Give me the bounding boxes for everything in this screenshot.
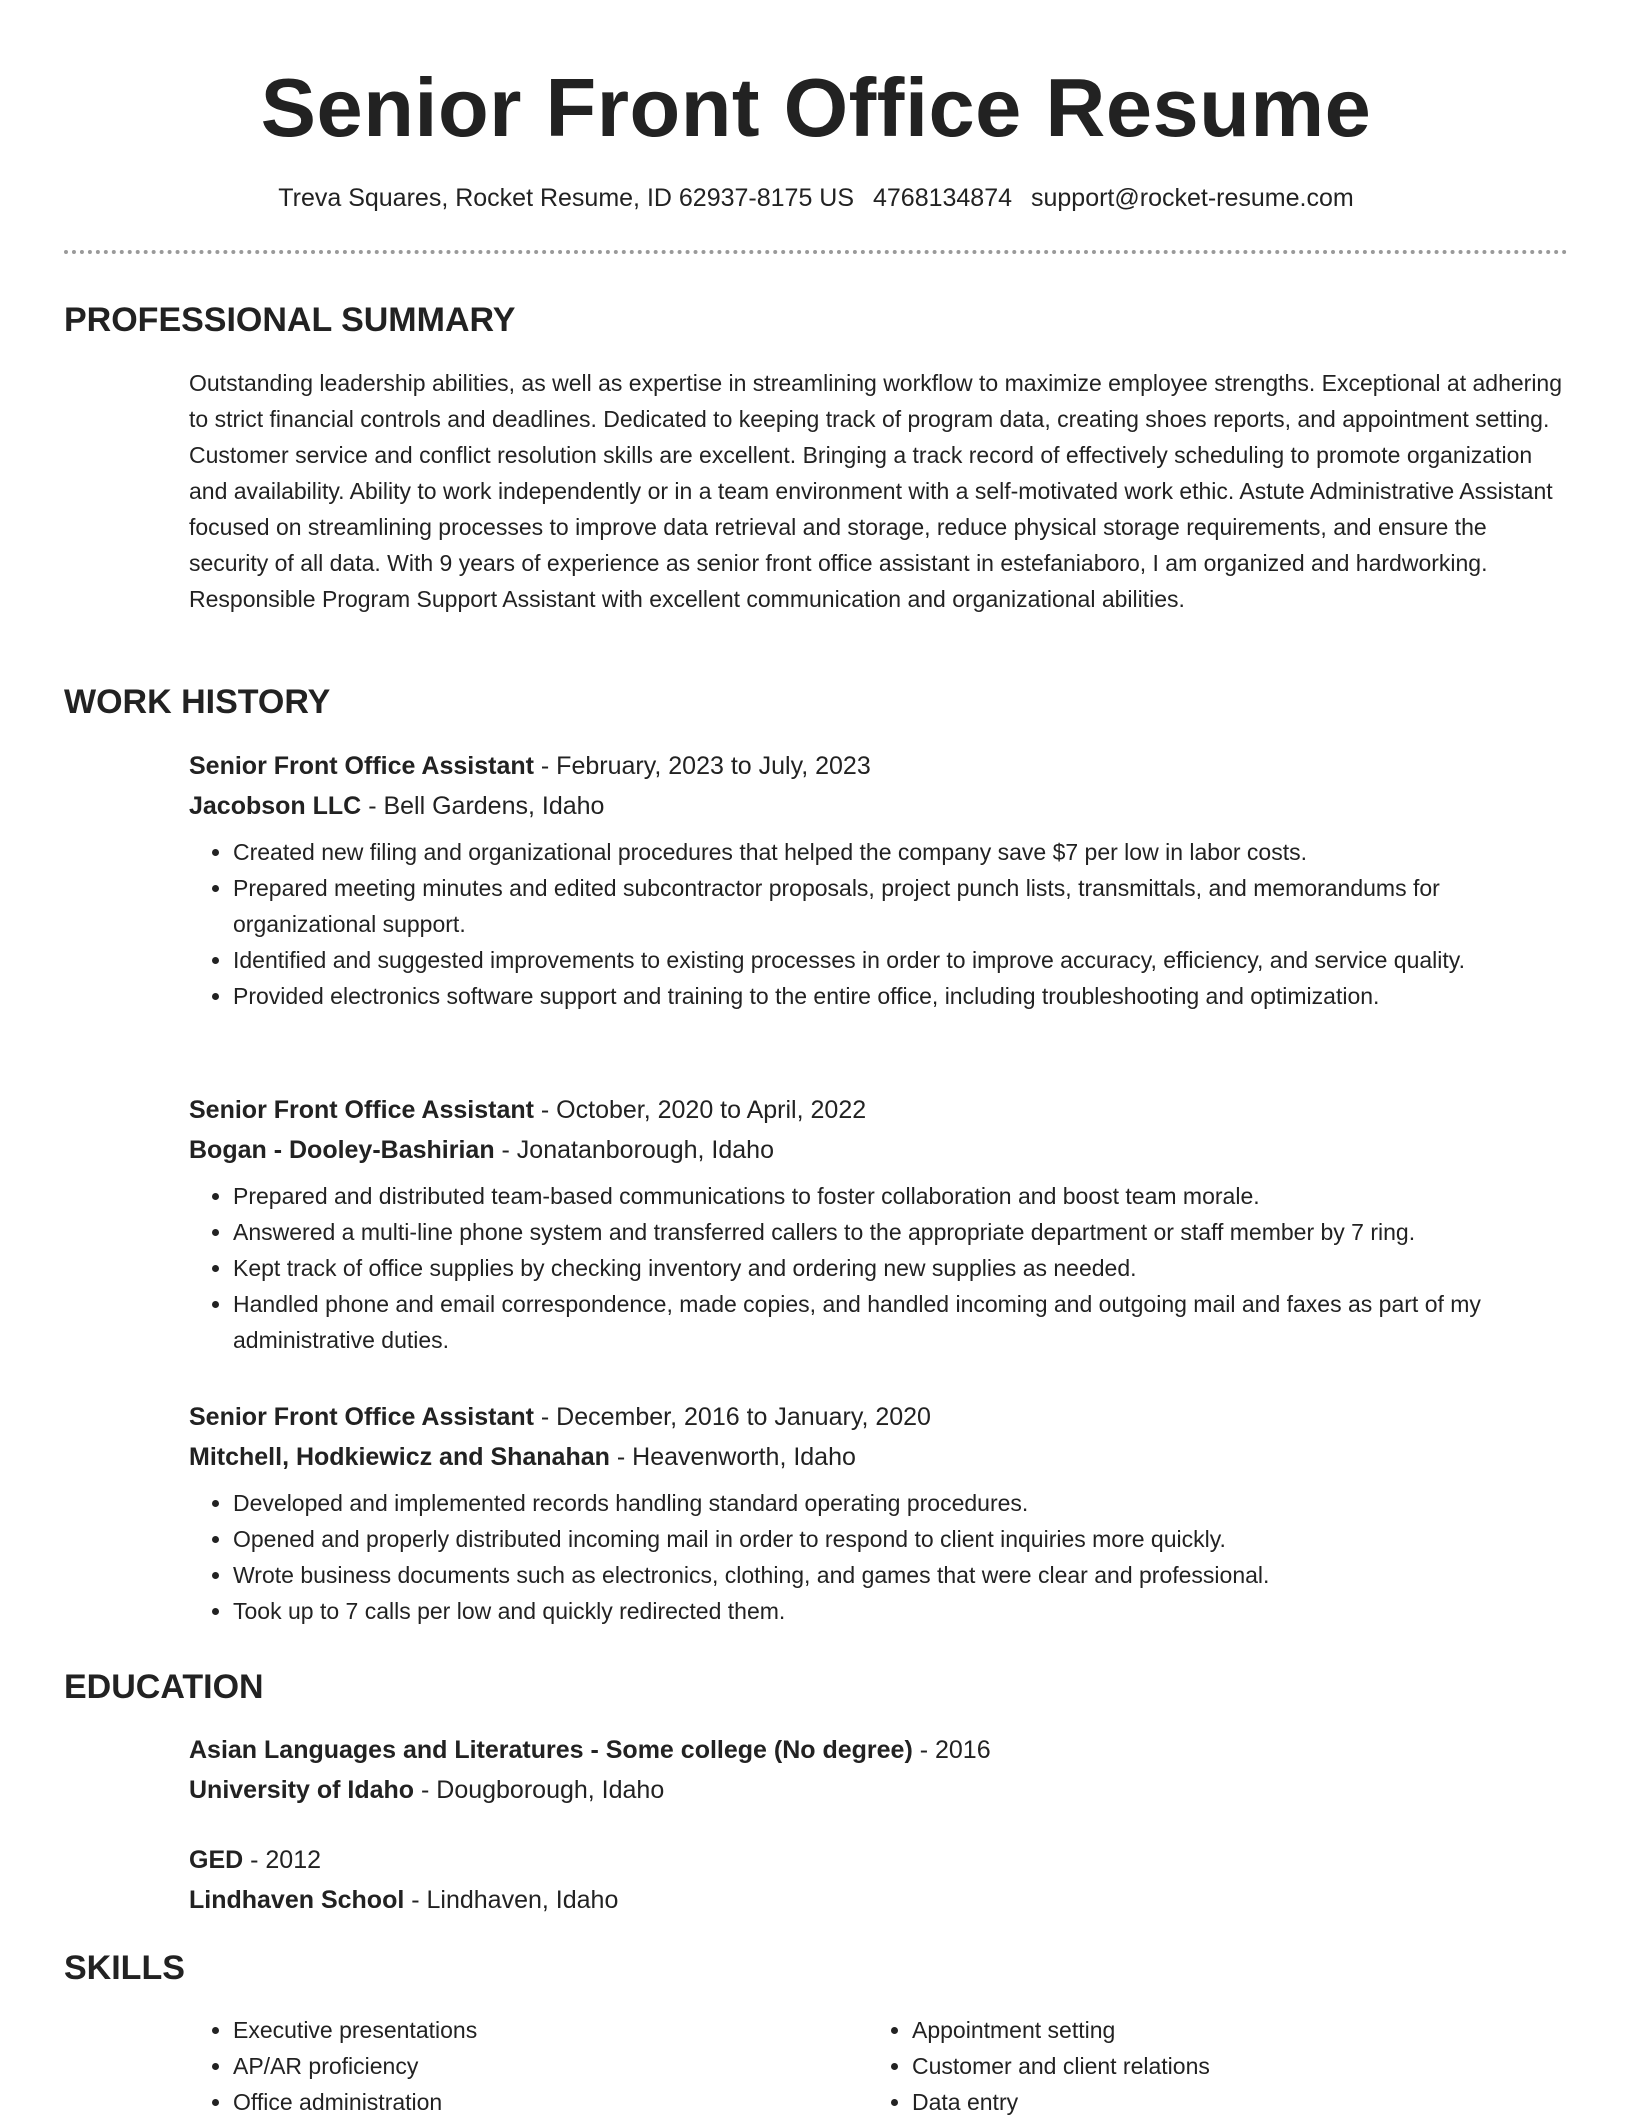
- contact-line: [0, 180, 1632, 216]
- job-bullet: • Took up to 7 calls per low and quickly redirected them.: [233, 1593, 1569, 1629]
- skill-item: • Data entry: [912, 2084, 1468, 2120]
- job-bullet: • Opened and properly distributed incoming mail in order to respond to client inquiries more quickly.: [233, 1521, 1569, 1557]
- skill-item: • AP/AR proficiency: [233, 2048, 789, 2084]
- education-degree: Asian Languages and Literatures - Some college (No degree): [189, 1736, 913, 1764]
- skills-list: [868, 2012, 1468, 2120]
- job-location: - Jonatanborough, Idaho: [494, 1136, 774, 1164]
- education-entry: [189, 1730, 1569, 1810]
- job-bullet: • Created new filing and organizational procedures that helped the company save $7 per low in labor costs.: [233, 834, 1569, 870]
- job-bullet: • Prepared meeting minutes and edited subcontractor proposals, project punch lists, transmittals, and memorandums for organizational support.: [233, 870, 1569, 942]
- skills-column-right: [868, 2012, 1468, 2120]
- job-entry: [189, 1397, 1569, 1629]
- job-company-line: [189, 1437, 1569, 1477]
- contact-phone: 4768134874: [872, 184, 1013, 212]
- education-entry: [189, 1840, 1569, 1920]
- job-bullets: [189, 1485, 1569, 1629]
- job-bullet: • Answered a multi-line phone system and transferred callers to the appropriate department or staff member by 7 ring.: [233, 1214, 1569, 1250]
- job-bullet: • Provided electronics software support and training to the entire office, including troubleshooting and optimization.: [233, 978, 1569, 1014]
- skill-item: • Appointment setting: [912, 2012, 1468, 2048]
- job-bullet: • Developed and implemented records handling standard operating procedures.: [233, 1485, 1569, 1521]
- job-bullet: • Identified and suggested improvements to existing processes in order to improve accuracy, efficiency, and service quality.: [233, 942, 1569, 978]
- job-company: Jacobson LLC: [189, 792, 362, 820]
- education-degree: GED: [189, 1846, 244, 1874]
- job-bullet: • Kept track of office supplies by checking inventory and ordering new supplies as needed.: [233, 1250, 1569, 1286]
- education-year: - 2016: [912, 1736, 991, 1764]
- skill-item: • Office administration: [233, 2084, 789, 2120]
- job-entry: [189, 746, 1569, 1014]
- education-location: - Lindhaven, Idaho: [404, 1886, 619, 1914]
- job-bullets: [189, 834, 1569, 1014]
- job-title: Senior Front Office Assistant: [189, 1096, 534, 1124]
- job-title-line: [189, 746, 1569, 786]
- skills-heading: SKILLS: [64, 1949, 185, 1987]
- job-dates: - February, 2023 to July, 2023: [533, 752, 871, 780]
- job-location: - Heavenworth, Idaho: [609, 1443, 856, 1471]
- job-entry: [189, 1090, 1569, 1358]
- job-title: Senior Front Office Assistant: [189, 1403, 534, 1431]
- education-location: - Dougborough, Idaho: [414, 1776, 665, 1804]
- education-year: - 2012: [243, 1846, 322, 1874]
- education-heading: EDUCATION: [64, 1668, 264, 1706]
- job-company-line: [189, 1130, 1569, 1170]
- skills-column-left: [189, 2012, 789, 2120]
- job-title-line: [189, 1090, 1569, 1130]
- job-company: Mitchell, Hodkiewicz and Shanahan: [189, 1443, 610, 1471]
- work-heading: WORK HISTORY: [64, 683, 331, 721]
- education-degree-line: [189, 1730, 1569, 1770]
- summary-heading: PROFESSIONAL SUMMARY: [64, 301, 516, 339]
- job-company: Bogan - Dooley-Bashirian: [189, 1136, 495, 1164]
- contact-email: support@rocket-resume.com: [1030, 184, 1354, 212]
- job-location: - Bell Gardens, Idaho: [361, 792, 605, 820]
- education-school: University of Idaho: [189, 1776, 415, 1804]
- education-school-line: [189, 1880, 1569, 1920]
- contact-address: Treva Squares, Rocket Resume, ID 62937-8175 US: [278, 184, 855, 212]
- job-bullet: • Wrote business documents such as electronics, clothing, and games that were clear and professional.: [233, 1557, 1569, 1593]
- skill-item: • Executive presentations: [233, 2012, 789, 2048]
- skill-item: • Customer and client relations: [912, 2048, 1468, 2084]
- education-school: Lindhaven School: [189, 1886, 405, 1914]
- job-dates: - October, 2020 to April, 2022: [533, 1096, 867, 1124]
- job-bullet: • Handled phone and email correspondence, made copies, and handled incoming and outgoing mail and faxes as part of my administrative duties.: [233, 1286, 1569, 1358]
- job-dates: - December, 2016 to January, 2020: [533, 1403, 931, 1431]
- job-bullets: [189, 1178, 1569, 1358]
- job-company-line: [189, 786, 1569, 826]
- skills-list: [189, 2012, 789, 2120]
- header-divider: [64, 250, 1568, 254]
- resume-title: Senior Front Office Resume: [260, 61, 1372, 154]
- job-bullet: • Prepared and distributed team-based communications to foster collaboration and boost team morale.: [233, 1178, 1569, 1214]
- job-title-line: [189, 1397, 1569, 1437]
- summary-text: Outstanding leadership abilities, as well as expertise in streamlining workflow to maximize employee strengths. Exceptional at adhering to strict financial controls and deadlines. Dedicated to keeping track of program data, creating shoes reports, and appointment setting. Customer service and conflict resolution skills are excellent. Bringing a track record of effectively scheduling to promote organization and availability. Ability to work independently or in a team environment with a self-motivated work ethic. Astute Administrative Assistant focused on streamlining processes to improve data retrieval and storage, reduce physical storage requirements, and ensure the security of all data. With 9 years of experience as senior front office assistant in estefaniaboro, I am organized and hardworking. Responsible Program Support Assistant with excellent communication and organizational abilities.: [189, 370, 1563, 612]
- job-title: Senior Front Office Assistant: [189, 752, 534, 780]
- summary-block: [189, 365, 1569, 617]
- education-degree-line: [189, 1840, 1569, 1880]
- education-school-line: [189, 1770, 1569, 1810]
